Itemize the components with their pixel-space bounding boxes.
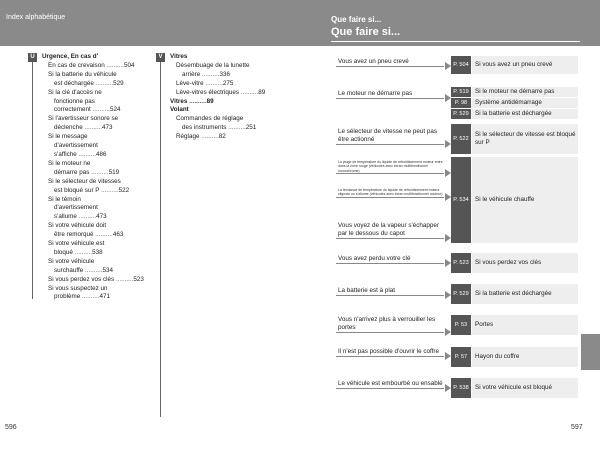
index-entry [42, 231, 144, 240]
index-entry-text: démarre pas [54, 168, 90, 176]
index-entry [42, 293, 144, 302]
index-page-ref: 463 [112, 231, 124, 239]
index-entry-text: Urgence, En cas d' [42, 53, 99, 60]
solution-label [472, 315, 578, 335]
problem-text: Il n'est pas possible d'ouvrir le coffre [338, 348, 439, 355]
index-entry-text: fonctionne pas [54, 97, 95, 105]
index-entry-text: correctement [54, 106, 91, 114]
index-entry [42, 62, 144, 71]
index-page-ref: 524 [110, 106, 121, 114]
page-ref [451, 253, 471, 273]
problem-text: Le moteur ne démarre pas [338, 90, 413, 97]
solution-label-text: Si le sélecteur de vitesse est bloqué sur P [475, 131, 576, 146]
index-entry [170, 80, 265, 89]
dot-leader: .......... [226, 124, 246, 132]
dot-leader: .......... [76, 213, 97, 221]
index-entry [42, 213, 144, 222]
problem-text: Vous avez perdu votre clé [338, 255, 411, 262]
page-ref-text: P. 519 [453, 89, 469, 95]
problem-text: Le sélecteur de vitesse ne peut pas être actionné [338, 128, 438, 143]
index-entry [170, 89, 265, 98]
index-entry [42, 222, 144, 231]
index-entry-text: Vitres [170, 97, 188, 105]
dot-leader: .......... [93, 79, 114, 87]
index-page-ref: 519 [108, 168, 120, 176]
solution-label [472, 56, 578, 74]
section-tab [581, 334, 600, 370]
index-page-ref: 523 [133, 275, 144, 283]
index-entry [42, 249, 144, 258]
index-entry [42, 53, 144, 62]
index-page-ref: 486 [96, 150, 107, 158]
page-ref [451, 315, 471, 335]
dot-leader: .......... [203, 79, 223, 87]
index-entry-text: Commandes de réglage [176, 115, 244, 123]
index-entry-text: problème [54, 293, 81, 301]
index-entry [42, 178, 144, 187]
dot-leader: .......... [80, 293, 100, 301]
dot-leader: .......... [82, 124, 102, 132]
page-ref-text: P. 504 [453, 62, 469, 68]
problem-text: La jauge de température du liquide de refroidissement moteur entre dans la zone rouge (véhicules avec écran multifonctionnel monochrome) [338, 160, 443, 173]
right-page-header [300, 0, 600, 46]
problem-label [336, 222, 444, 239]
index-entry [42, 204, 144, 213]
dot-leader: .......... [114, 275, 134, 283]
index-entry-text: des instruments [182, 124, 227, 132]
index-entry-text: Si le moteur ne [48, 159, 91, 167]
index-entry-text: s'affiche [54, 150, 77, 158]
index-page-ref: 538 [92, 248, 103, 256]
index-entry-text: être remorqué [54, 231, 94, 239]
dot-leader: .......... [239, 88, 259, 96]
index-entry-text: Lève-vitre [176, 79, 204, 87]
index-entry [42, 106, 144, 115]
index-page-ref: 473 [101, 124, 113, 132]
index-entry [42, 169, 144, 178]
index-entry-text: d'avertissement [54, 204, 98, 212]
left-page-header [0, 0, 300, 46]
solution-label [472, 253, 578, 273]
page-ref-text: P. 53 [454, 322, 468, 328]
index-entry-text: Désembuage de la lunette [176, 61, 250, 69]
problem-label [336, 188, 444, 198]
page-ref-text: P. 523 [453, 260, 469, 266]
index-entry-text: Volant [170, 106, 189, 114]
solution-label [472, 378, 578, 398]
problem-label [336, 128, 444, 145]
index-entry-text: arrière [182, 70, 201, 78]
problem-text: Le véhicule est embourbé ou ensablé [338, 380, 443, 387]
page-ref [451, 109, 471, 119]
index-page-ref: 89 [258, 88, 266, 96]
index-page-ref: 251 [245, 124, 257, 132]
solution-label-text: Si le moteur ne démarre pas [475, 88, 555, 95]
index-entry-text: Si le message [48, 133, 88, 141]
index-entry [42, 285, 144, 294]
index-entry-text: Si l'avertisseur sonore se [48, 115, 119, 123]
index-entry [42, 71, 144, 80]
index-entry [170, 98, 265, 107]
index-page-ref: 522 [118, 186, 130, 194]
page-ref [451, 87, 471, 97]
index-entry-text: En cas de crevaison [48, 61, 105, 69]
dot-leader: .......... [76, 150, 97, 158]
column-divider [160, 62, 161, 417]
solution-label-text: Portes [475, 321, 494, 328]
index-entry [42, 142, 144, 151]
dot-leader: .......... [199, 133, 219, 141]
index-entry-text: Si votre véhicule est [48, 240, 105, 248]
problem-text: Vous n'arrivez plus à verrouiller les portes [338, 316, 436, 331]
page-ref [451, 157, 471, 243]
index-entry [170, 133, 265, 142]
problem-label [336, 380, 444, 389]
dot-leader: .......... [90, 106, 110, 114]
index-entry [170, 124, 265, 133]
solution-label-text: Si le véhicule chauffe [475, 196, 535, 203]
solution-label-text: Si la batterie est déchargée [475, 290, 552, 297]
page-ref [451, 124, 471, 154]
index-entry [42, 187, 144, 196]
problem-label [336, 287, 444, 296]
index-entry-text: déclenche [54, 124, 83, 132]
index-page-ref: 82 [218, 133, 226, 141]
problem-label [336, 348, 444, 357]
right-page-number: 597 [571, 424, 583, 431]
index-entry [42, 133, 144, 142]
solution-label [472, 87, 578, 97]
index-entry-text: est déchargée [54, 79, 94, 87]
index-entry [170, 115, 265, 124]
dot-leader: .......... [93, 231, 113, 239]
problem-label [336, 316, 444, 333]
solution-label [472, 347, 578, 367]
column-divider [32, 62, 33, 299]
index-entry-text: Réglage [176, 133, 200, 141]
index-page-ref: 504 [123, 61, 135, 69]
solution-label-text: Si la batterie est déchargée [475, 110, 552, 117]
index-entry [42, 124, 144, 133]
solution-label-text: Si vous avez un pneu crevé [475, 61, 553, 68]
solution-label [472, 157, 578, 243]
index-entry-text: Si la clé d'accès ne [48, 88, 102, 96]
index-entry [42, 115, 144, 124]
dot-leader: .......... [83, 266, 103, 274]
index-entry-text: Vitres [170, 53, 188, 60]
index-entry [170, 71, 265, 80]
letter-badge-v: V [156, 53, 165, 62]
index-entry-text: surchauffe [54, 266, 84, 274]
page-ref-text: P. 538 [453, 385, 469, 391]
problem-text: Vous voyez de la vapeur s'échapper par le dessous du capot [338, 222, 439, 237]
index-entry-text: s'allume [54, 213, 77, 221]
index-entry [42, 196, 144, 205]
index-entry [170, 106, 265, 115]
solution-label-text: Si vous perdez vos clés [475, 259, 542, 266]
index-entry [42, 276, 144, 285]
index-entry-text: d'avertissement [54, 142, 98, 150]
index-entry-text: Si la batterie du véhicule [48, 70, 117, 78]
index-page-ref: 471 [99, 293, 111, 301]
index-entry-text: Si vous perdez vos clés [48, 275, 115, 283]
index-entries-u [42, 53, 144, 302]
solution-label-text: Si votre véhicule est bloqué [475, 384, 553, 391]
index-entry-text: bloqué [54, 248, 73, 256]
problem-label [336, 90, 444, 99]
page-ref-text: P. 529 [453, 111, 469, 117]
index-entry-text: est bloqué sur P [54, 186, 100, 194]
letter-badge-u: U [28, 53, 37, 62]
page-ref [451, 284, 471, 304]
index-entry [42, 98, 144, 107]
index-entry-text: Si vous suspectez un [48, 284, 108, 292]
page-ref [451, 56, 471, 74]
page-ref [451, 347, 471, 367]
index-title: Index alphabétique [6, 14, 66, 21]
solution-label-text: Hayon du coffre [475, 353, 520, 360]
problem-text: La tendance de température du liquide de refroidissement moteur clignote ou s'allume (véhicules avec écran multifonctionnel couleur) [338, 188, 443, 197]
page-ref [451, 98, 471, 108]
index-entry-text: Lève-vitres électriques [176, 88, 239, 96]
page-ref-text: P. 98 [454, 100, 468, 106]
index-entry-text: Si votre véhicule [48, 257, 95, 265]
page-ref-text: P. 522 [453, 136, 469, 142]
dot-leader: .......... [89, 168, 109, 176]
index-page-ref: 275 [222, 79, 234, 87]
problem-label [336, 58, 444, 67]
dot-leader: .......... [200, 70, 220, 78]
header-rule [331, 41, 580, 42]
page-ref-text: P. 57 [454, 354, 468, 360]
problem-label [336, 255, 444, 264]
index-page-ref: 473 [96, 213, 107, 221]
index-entry [42, 267, 144, 276]
index-page-ref: 336 [219, 70, 230, 78]
page-ref [451, 378, 471, 398]
dot-leader: .......... [187, 97, 207, 105]
index-entries-v [170, 53, 265, 142]
problem-text: Vous avez un pneu crevé [338, 58, 409, 65]
index-entry [42, 258, 144, 267]
index-entry [170, 53, 265, 62]
page-ref-text: P. 534 [453, 197, 469, 203]
solution-label [472, 98, 578, 108]
page-ref-text: P. 529 [453, 291, 469, 297]
index-entry [42, 151, 144, 160]
problem-label [336, 160, 444, 174]
solution-label-text: Système antidémarrage [475, 99, 542, 106]
index-page-ref: 89 [206, 97, 214, 105]
dot-leader: .......... [99, 186, 119, 194]
dot-leader: .......... [104, 61, 124, 69]
index-entry [170, 62, 265, 71]
left-page-number: 596 [5, 424, 17, 431]
index-entry [42, 80, 144, 89]
index-entry [42, 160, 144, 169]
problem-text: La batterie est à plat [338, 287, 396, 294]
solution-label [472, 284, 578, 304]
index-page-ref: 529 [113, 79, 124, 87]
index-entry-text: Si le témoin [48, 195, 81, 203]
index-entry [42, 89, 144, 98]
index-entry [42, 240, 144, 249]
solution-label [472, 109, 578, 119]
dot-leader: .......... [72, 248, 93, 256]
index-entry-text: Si votre véhicule doit [48, 222, 107, 230]
section-title-small: Que faire si... [331, 15, 382, 24]
index-page-ref: 534 [102, 266, 114, 274]
index-entry-text: Si le sélecteur de vitesses [48, 177, 121, 185]
section-title-large: Que faire si... [331, 26, 401, 38]
solution-label [472, 124, 578, 154]
